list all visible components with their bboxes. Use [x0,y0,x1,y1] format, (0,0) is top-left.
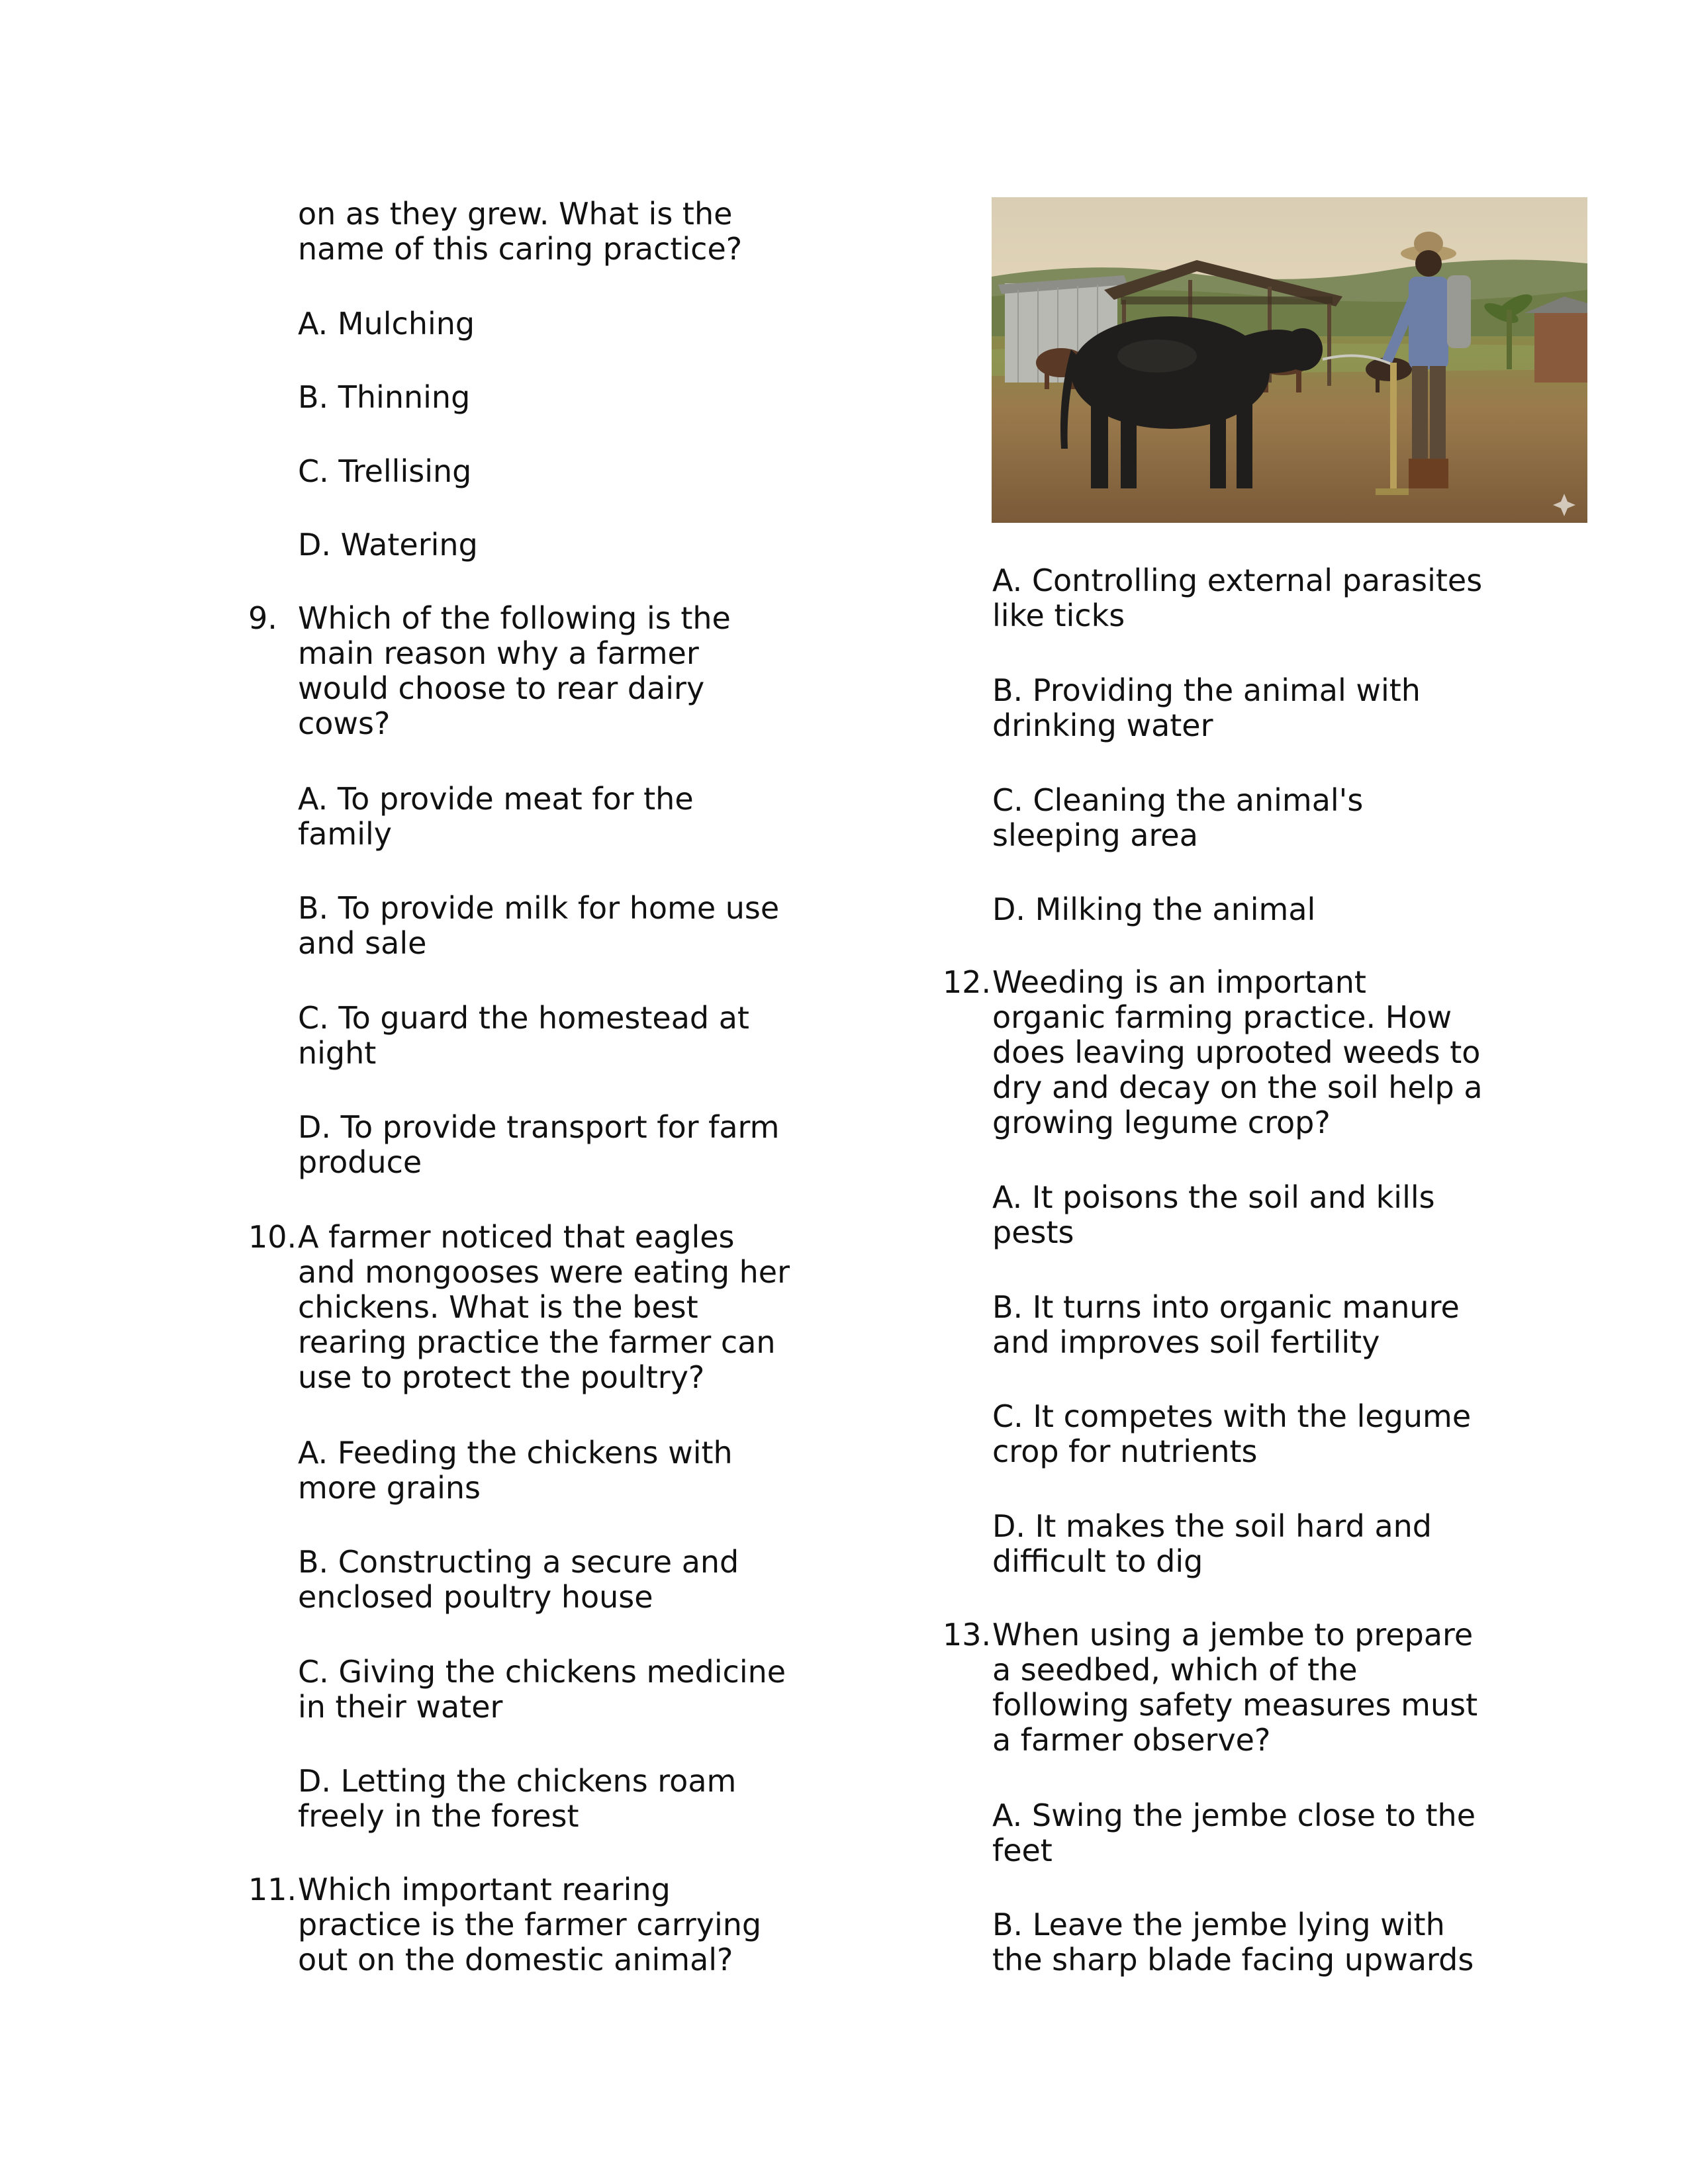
question-text: Weeding is an important organic farming practice. How does leaving uprooted weeds to dry and decay on the soil help a growing legume crop? [992,964,1483,1140]
question-text: Which of the following is the main reason why a farmer would choose to rear dairy cows? [298,600,731,741]
question-13 [943,1617,1525,1978]
option-b: B. Thinning [298,379,471,415]
option-b: B. Leave the jembe lying with the sharp blade facing upwards [992,1907,1474,1978]
question-number: 13. [943,1617,992,1653]
option-a: A. To provide meat for the family [298,781,694,852]
option-a: A. Swing the jembe close to the feet [992,1797,1476,1868]
option-d: D. Letting the chickens roam freely in the forest [298,1763,737,1834]
option-a: A. It poisons the soil and kills pests [992,1179,1435,1250]
option-d: D. Milking the animal [992,891,1316,927]
option-c: C. To guard the homestead at night [298,1000,749,1071]
question-number: 9. [248,600,277,636]
question-10 [248,1219,798,1834]
option-b: B. To provide milk for home use and sale [298,890,780,961]
option-d: D. Watering [298,527,478,563]
option-c: C. Trellising [298,453,472,489]
option-a: A. Mulching [298,306,475,341]
question-text: When using a jembe to prepare a seedbed, which of the following safety measures must a farmer observe? [992,1617,1478,1758]
option-c: C. Cleaning the animal's sleeping area [992,782,1364,853]
question-number: 11. [248,1872,297,1907]
farmer-spraying-cow-photo [992,197,1587,523]
option-b: B. Providing the animal with drinking water [992,672,1421,743]
question-text: on as they grew. What is the name of this caring practice? [298,196,743,267]
question-number: 12. [943,964,992,1000]
option-d: D. To provide transport for farm produce [298,1109,780,1180]
question-text: A farmer noticed that eagles and mongooses were eating her chickens. What is the best rearing practice the farmer can use to protect the poultry? [298,1219,790,1395]
option-a: A. Feeding the chickens with more grains [298,1435,733,1506]
question-9 [248,600,798,1180]
question-number: 10. [248,1219,297,1255]
question-8-continuation [248,196,798,563]
option-c: C. Giving the chickens medicine in their water [298,1654,786,1725]
option-b: B. It turns into organic manure and improves soil fertility [992,1289,1460,1360]
question-text: Which important rearing practice is the farmer carrying out on the domestic animal? [298,1872,762,1978]
option-c: C. It competes with the legume crop for nutrients [992,1398,1472,1469]
option-d: D. It makes the soil hard and difficult to dig [992,1508,1432,1579]
option-a: A. Controlling external parasites like ticks [992,563,1483,633]
option-b: B. Constructing a secure and enclosed poultry house [298,1544,739,1615]
question-12 [943,964,1525,1579]
question-11 [248,1872,798,1978]
